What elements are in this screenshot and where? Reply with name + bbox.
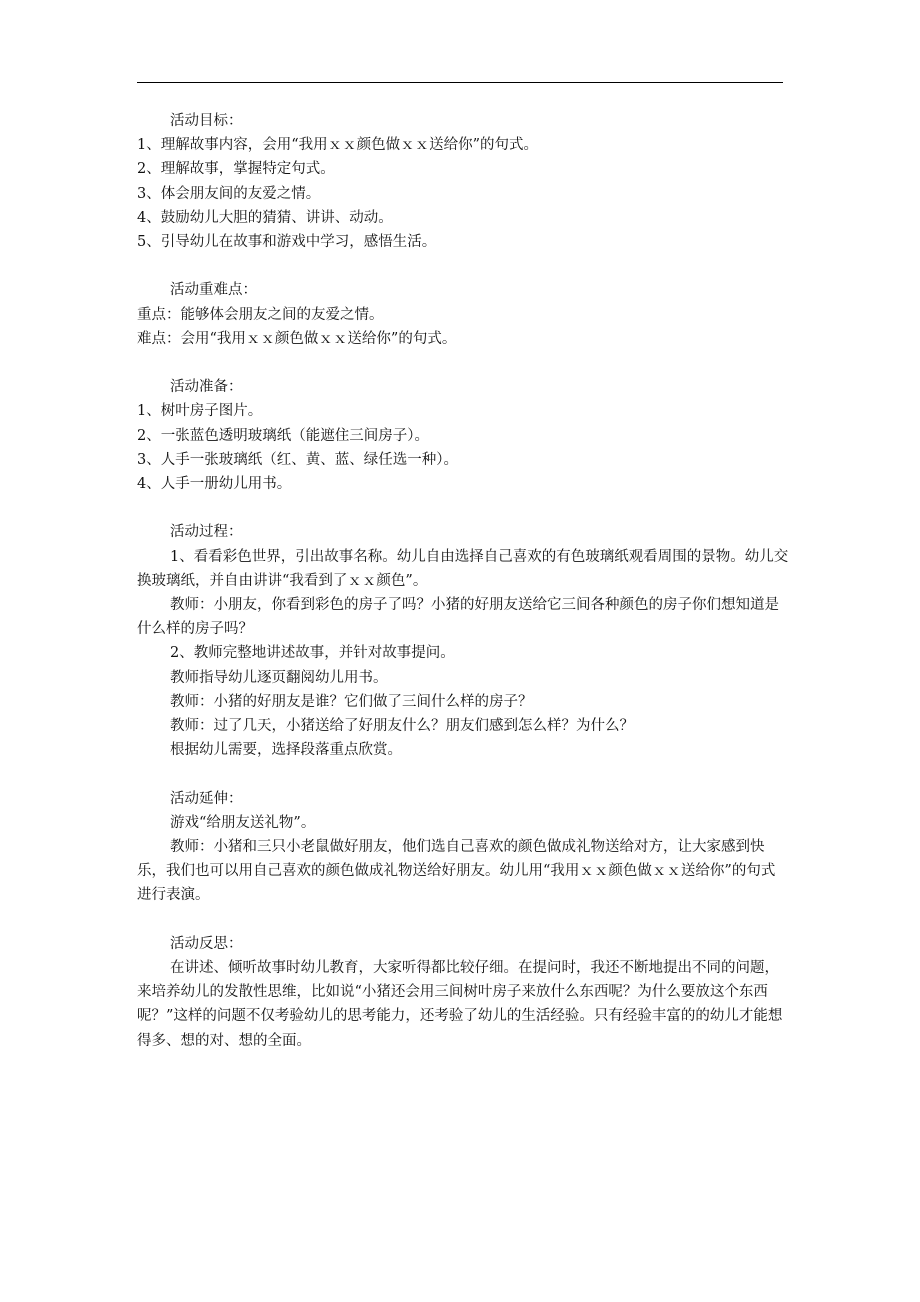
paragraph: 游戏“给朋友送礼物”。 [170,814,316,831]
list-item: 3、人手一张玻璃纸（红、黄、蓝、绿任选一种）。 [137,451,458,468]
section-heading: 活动目标： [170,113,243,129]
list-item: 3、体会朋友间的友爱之情。 [137,185,321,202]
list-item: 1、理解故事内容，会用“我用ｘｘ颜色做ｘｘ送给你”的句式。 [137,137,539,154]
section-reflection [137,932,789,1053]
section-heading: 活动重难点： [170,282,257,299]
list-item: 2、一张蓝色透明玻璃纸（能遮住三间房子）。 [137,427,429,444]
section-extension [137,787,789,908]
paragraph: 教师指导幼儿逐页翻阅幼儿用书。 [170,669,388,686]
section-process [137,520,789,762]
section-objectives [137,109,789,254]
paragraph: 根据幼儿需要，选择段落重点欣赏。 [170,742,402,759]
paragraph: 2、教师完整地讲述故事，并针对故事提问。 [170,645,455,662]
list-item: 1、树叶房子图片。 [137,403,263,420]
paragraph: 教师：小猪的好朋友是谁？它们做了三间什么样的房子？ [170,693,533,710]
section-heading: 活动准备： [170,379,243,396]
list-item: 难点：会用“我用ｘｘ颜色做ｘｘ送给你”的句式。 [137,330,457,347]
document-body [137,109,789,1077]
list-item: 4、人手一册幼儿用书。 [137,476,292,493]
list-item: 2、理解故事，掌握特定句式。 [137,161,335,178]
section-heading: 活动过程： [170,524,243,541]
section-key-points [137,278,789,351]
section-preparation [137,375,789,496]
section-heading: 活动延伸： [170,790,243,807]
section-heading: 活动反思： [170,935,243,952]
paragraph: 1、看看彩色世界，引出故事名称。幼儿自由选择自己喜欢的有色玻璃纸观看周围的景物。幼儿交换玻璃纸，并自由讲讲“我看到了ｘｘ颜色”。 [137,548,789,589]
paragraph: 教师：小朋友，你看到彩色的房子了吗？小猪的好朋友送给它三间各种颜色的房子你们想知道是什么样的房子吗？ [137,597,779,638]
paragraph: 教师：小猪和三只小老鼠做好朋友，他们选自己喜欢的颜色做成礼物送给对方，让大家感到快乐，我们也可以用自己喜欢的颜色做成礼物送给好朋友。幼儿用“我用ｘｘ颜色做ｘｘ送给你”的句式进行表演。 [137,839,776,904]
paragraph: 在讲述、倾听故事时幼儿教育，大家听得都比较仔细。在提问时，我还不断地提出不同的问题，来培养幼儿的发散性思维，比如说“小猪还会用三间树叶房子来放什么东西呢？为什么要放这个东西呢？”这样的问题不仅考验幼儿的思考能力，还考验了幼儿的生活经验。只有经验丰富的的幼儿才能想得多、想的对、想的全面。 [137,960,783,1049]
list-item: 5、引导幼儿在故事和游戏中学习，感悟生活。 [137,234,437,251]
header-rule [137,82,783,83]
paragraph: 教师：过了几天，小猪送给了好朋友什么？朋友们感到怎么样？为什么？ [170,718,634,735]
list-item: 4、鼓励幼儿大胆的猜猜、讲讲、动动。 [137,209,393,226]
list-item: 重点：能够体会朋友之间的友爱之情。 [137,306,384,323]
